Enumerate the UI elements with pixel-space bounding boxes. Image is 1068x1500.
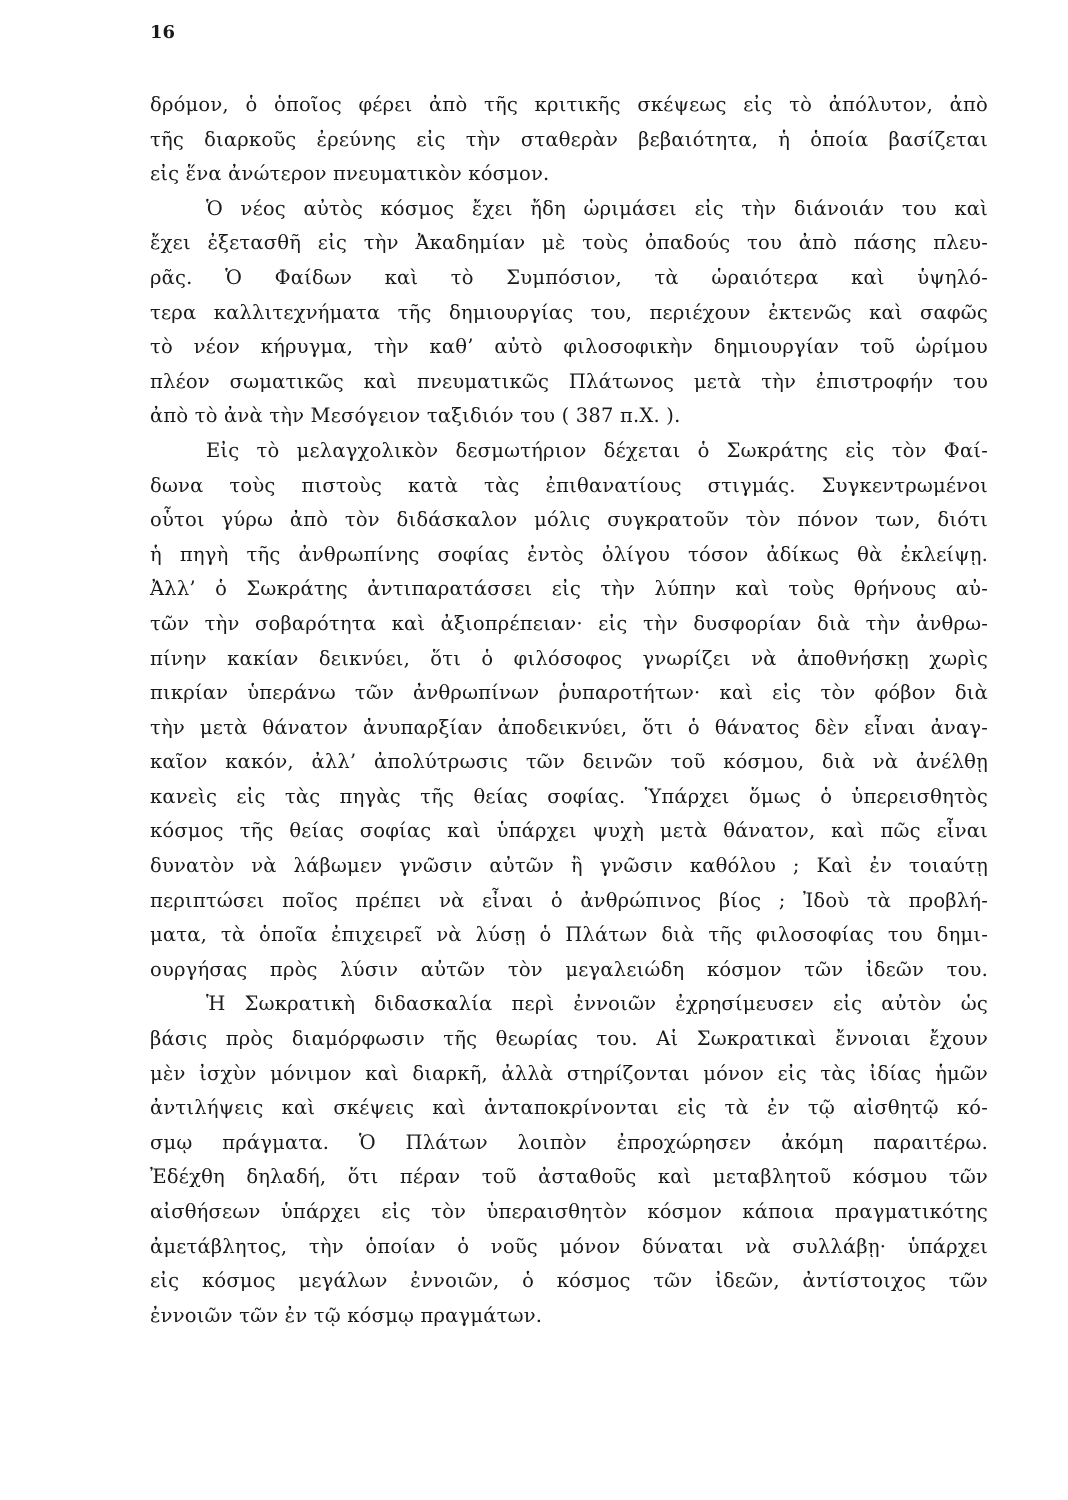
text-line: Ἡ Σωκρατικὴ διδασκαλία περὶ ἐννοιῶν ἐχρησίμευσεν εἰς αὐτὸν ὡς (206, 992, 988, 1016)
text-line: ἀμετάβλητος, τὴν ὁποίαν ὁ νοῦς μόνον δύναται νὰ συλλάβῃ· ὑπάρχει (150, 1234, 988, 1258)
text-line: ἀπὸ τὸ ἀνὰ τὴν Μεσόγειον ταξιδιόν του ( 387 π.Χ. ). (150, 404, 681, 428)
text-line: δυνατὸν νὰ λάβωμεν γνῶσιν αὐτῶν ἢ γνῶσιν καθόλου ; Καὶ ἐν τοιαύτῃ (150, 854, 988, 878)
text-line: ἐννοιῶν τῶν ἐν τῷ κόσμῳ πραγμάτων. (150, 1303, 543, 1327)
text-line: εἰς ἕνα ἀνώτερον πνευματικὸν κόσμον. (150, 162, 550, 186)
text-line: τερα καλλιτεχνήματα τῆς δημιουργίας του, περιέχουν ἐκτενῶς καὶ σαφῶς (150, 300, 988, 324)
text-line: ρᾶς. Ὁ Φαίδων καὶ τὸ Συμπόσιον, τὰ ὡραιότερα καὶ ὑψηλό- (150, 265, 988, 289)
text-line: περιπτώσει ποῖος πρέπει νὰ εἶναι ὁ ἀνθρώπινος βίος ; Ἰδοὺ τὰ προβλή- (150, 888, 988, 912)
text-line: Ἀλλ’ ὁ Σωκράτης ἀντιπαρατάσσει εἰς τὴν λύπην καὶ τοὺς θρήνους αὐ- (150, 577, 988, 601)
text-line: μὲν ἰσχὺν μόνιμον καὶ διαρκῆ, ἀλλὰ στηρίζονται μόνον εἰς τὰς ἰδίας ἡμῶν (150, 1061, 988, 1085)
text-line: πίνην κακίαν δεικνύει, ὅτι ὁ φιλόσοφος γνωρίζει νὰ ἀποθνήσκῃ χωρὶς (150, 646, 988, 670)
body-text (150, 88, 988, 1333)
text-line: κανεὶς εἰς τὰς πηγὰς τῆς θείας σοφίας. Ὑπάρχει ὅμως ὁ ὑπερεισθητὸς (150, 784, 988, 808)
text-line: Ὁ νέος αὐτὸς κόσμος ἔχει ἤδη ὡριμάσει εἰς τὴν διάνοιάν του καὶ (206, 196, 988, 220)
text-line: ἡ πηγὴ τῆς ἀνθρωπίνης σοφίας ἐντὸς ὀλίγου τόσον ἀδίκως θὰ ἐκλείψῃ. (150, 542, 988, 566)
text-line: Εἰς τὸ μελαγχολικὸν δεσμωτήριον δέχεται ὁ Σωκράτης εἰς τὸν Φαί- (206, 438, 988, 462)
text-line: ἀντιλήψεις καὶ σκέψεις καὶ ἀνταποκρίνονται εἰς τὰ ἐν τῷ αἰσθητῷ κό- (150, 1096, 988, 1120)
text-line: τὴν μετὰ θάνατον ἀνυπαρξίαν ἀποδεικνύει, ὅτι ὁ θάνατος δὲν εἶναι ἀναγ- (150, 715, 988, 739)
text-line: εἰς κόσμος μεγάλων ἐννοιῶν, ὁ κόσμος τῶν ἰδεῶν, ἀντίστοιχος τῶν (150, 1269, 988, 1293)
text-line: κόσμος τῆς θείας σοφίας καὶ ὑπάρχει ψυχὴ μετὰ θάνατον, καὶ πῶς εἶναι (150, 819, 988, 843)
text-line: βάσις πρὸς διαμόρφωσιν τῆς θεωρίας του. Αἱ Σωκρατικαὶ ἔννοιαι ἔχουν (150, 1027, 988, 1051)
text-line: τὸ νέον κήρυγμα, τὴν καθ’ αὐτὸ φιλοσοφικὴν δημιουργίαν τοῦ ὡρίμου (150, 335, 988, 359)
text-line: ουργήσας πρὸς λύσιν αὐτῶν τὸν μεγαλειώδη κόσμον τῶν ἰδεῶν του. (150, 957, 988, 981)
text-line: πλέον σωματικῶς καὶ πνευματικῶς Πλάτωνος μετὰ τὴν ἐπιστροφήν του (150, 369, 988, 393)
text-line: τῆς διαρκοῦς ἐρεύνης εἰς τὴν σταθερὰν βεβαιότητα, ἡ ὁποία βασίζεται (150, 127, 988, 151)
text-line: σμῳ πράγματα. Ὁ Πλάτων λοιπὸν ἐπροχώρησεν ἀκόμη παραιτέρω. (150, 1130, 988, 1154)
text-line: καῖον κακόν, ἀλλ’ ἀπολύτρωσις τῶν δεινῶν τοῦ κόσμου, διὰ νὰ ἀνέλθῃ (150, 750, 988, 774)
text-line: αἰσθήσεων ὑπάρχει εἰς τὸν ὑπεραισθητὸν κόσμον κάποια πραγματικότης (150, 1200, 988, 1223)
text-line: ἔχει ἐξετασθῆ εἰς τὴν Ἀκαδημίαν μὲ τοὺς ὀπαδούς του ἀπὸ πάσης πλευ- (150, 231, 988, 255)
page-number: 16 (150, 22, 176, 43)
text-line: δωνα τοὺς πιστοὺς κατὰ τὰς ἐπιθανατίους στιγμάς. Συγκεντρωμένοι (150, 473, 988, 497)
text-line: ματα, τὰ ὁποῖα ἐπιχειρεῖ νὰ λύσῃ ὁ Πλάτων διὰ τῆς φιλοσοφίας του δημι- (150, 923, 988, 947)
text-line: δρόμον, ὁ ὁποῖος φέρει ἀπὸ τῆς κριτικῆς σκέψεως εἰς τὸ ἀπόλυτον, ἀπὸ (150, 93, 988, 116)
text-line: τῶν τὴν σοβαρότητα καὶ ἀξιοπρέπειαν· εἰς τὴν δυσφορίαν διὰ τὴν ἀνθρω- (150, 611, 988, 635)
text-line: Ἐδέχθη δηλαδή, ὅτι πέραν τοῦ ἀσταθοῦς καὶ μεταβλητοῦ κόσμου τῶν (150, 1165, 988, 1189)
text-line: πικρίαν ὑπεράνω τῶν ἀνθρωπίνων ῥυπαροτήτων· καὶ εἰς τὸν φόβον διὰ (150, 681, 988, 705)
text-line: οὗτοι γύρω ἀπὸ τὸν διδάσκαλον μόλις συγκρατοῦν τὸν πόνον των, διότι (150, 508, 988, 532)
